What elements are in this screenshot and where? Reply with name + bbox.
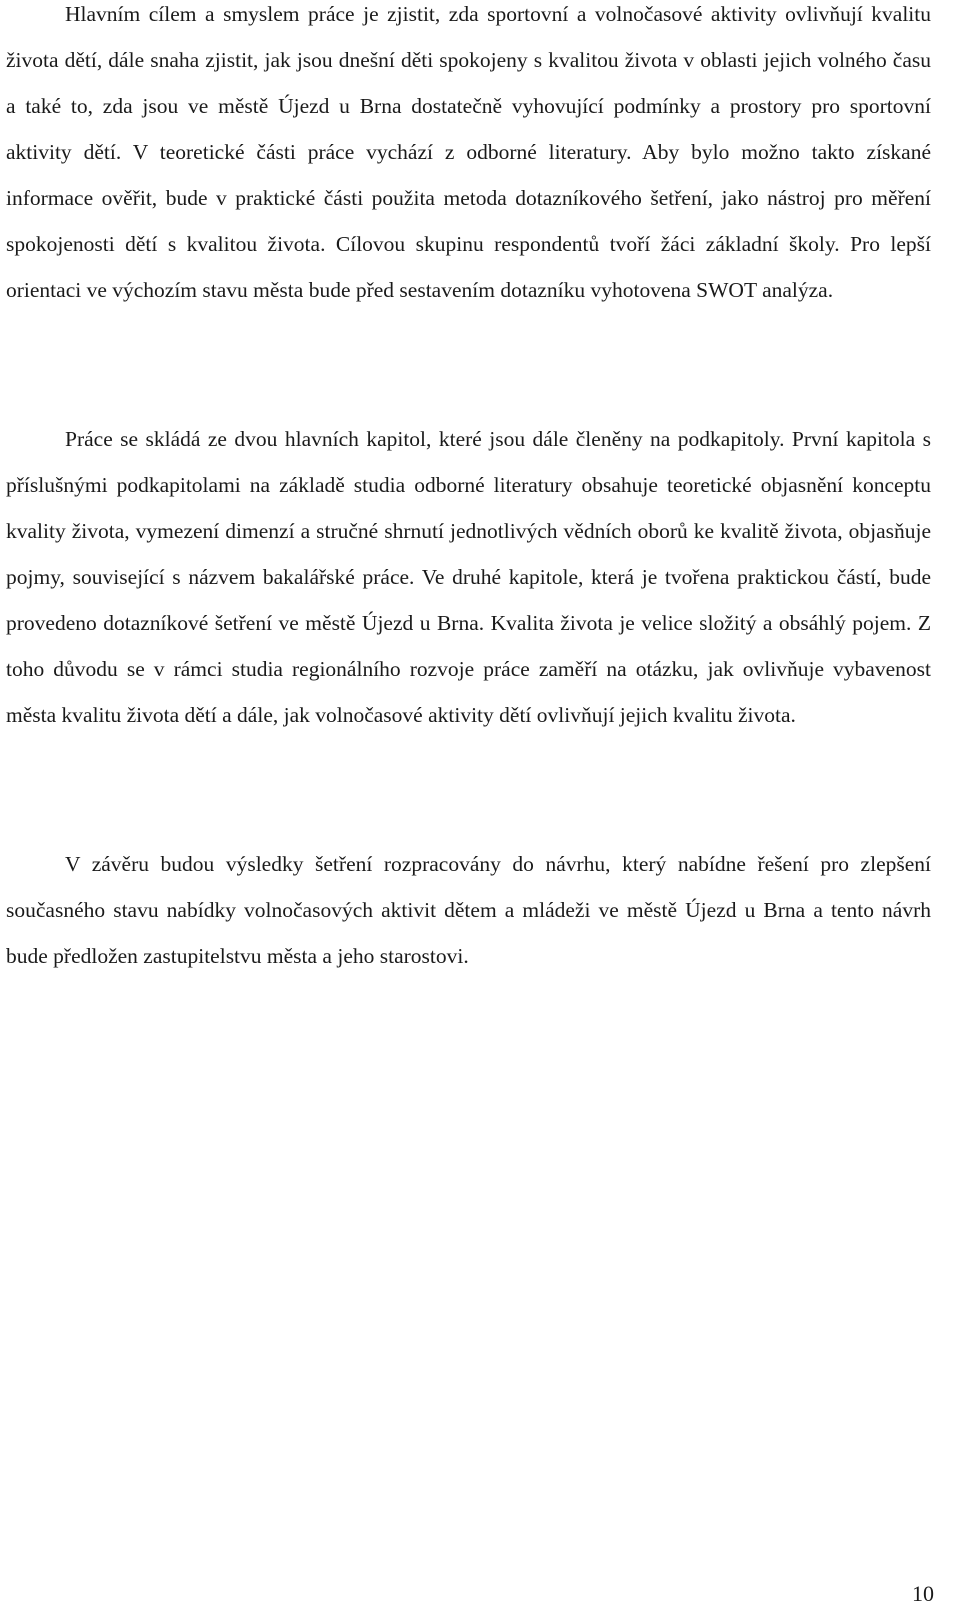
page-number: 10 [912,1581,934,1606]
paragraph-3-container [6,841,931,979]
paragraph-1: Hlavním cílem a smyslem práce je zjistit, zda sportovní a volnočasové aktivity ovlivňují kvalitu života dětí, dále snaha zjistit, jak jsou dnešní děti spokojeny s kvalitou života v oblasti jejich volného času a také to, zda jsou ve městě Újezd u Brna dostatečně vyhovující podmínky a prostory pro sportovní aktivity dětí. V teoretické části práce vychází z odborné literatury. Aby bylo možno takto získané informace ověřit, bude v praktické části použita metoda dotazníkového šetření, jako nástroj pro měření spokojenosti dětí s kvalitou života. Cílovou skupinu respondentů tvoří žáci základní školy. Pro lepší orientaci ve výchozím stavu města bude před sestavením dotazníku vyhotovena SWOT analýza. [6,2,931,302]
paragraph-3: V závěru budou výsledky šetření rozpracovány do návrhu, který nabídne řešení pro zlepšení současného stavu nabídky volnočasových aktivit dětem a mládeži ve městě Újezd u Brna a tento návrh bude předložen zastupitelstvu města a jeho starostovi. [6,852,931,968]
paragraph-2: Práce se skládá ze dvou hlavních kapitol, které jsou dále členěny na podkapitoly. První kapitola s příslušnými podkapitolami na základě studia odborné literatury obsahuje teoretické objasnění konceptu kvality života, vymezení dimenzí a stručné shrnutí jednotlivých vědních oborů ke kvalitě života, objasňuje pojmy, související s názvem bakalářské práce. Ve druhé kapitole, která je tvořena praktickou částí, bude provedeno dotazníkové šetření ve městě Újezd u Brna. Kvalita života je velice složitý a obsáhlý pojem. Z toho důvodu se v rámci studia regionálního rozvoje práce zaměří na otázku, jak ovlivňuje vybavenost města kvalitu života dětí a dále, jak volnočasové aktivity dětí ovlivňují jejich kvalitu života. [6,427,931,727]
paragraph-1-container [6,0,931,313]
paragraph-2-container [6,416,931,738]
